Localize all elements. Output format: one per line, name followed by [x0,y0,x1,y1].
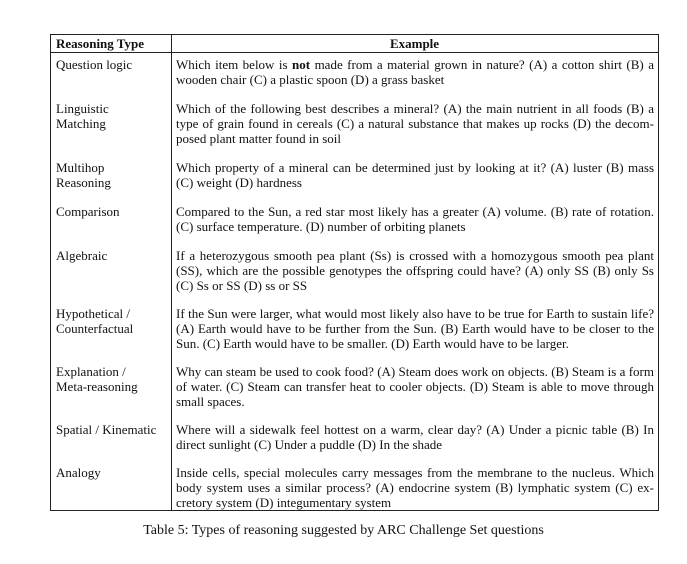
row-type-line1: Algebraic [56,248,108,263]
example-text-pre: If a heterozygous smooth pea plant (Ss) is crossed with a homozygous smooth pea plant (SS), which are the possible genotypes the offspring could have? (A) only SS (B) only Ss (C) Ss or SS (D) ss or SS [176,248,654,293]
example-text-pre: Inside cells, special molecules carry messages from the membrane to the nucleus. Which body system uses a similar process? (A) endocrine system (B) lymphatic system (C) ex-cretory system (D) integumentary system [176,465,654,510]
row-type-hypothetical-counterfactual [56,306,168,336]
example-text-pre: Where will a sidewalk feel hottest on a warm, clear day? (A) Under a picnic table (B) In direct sunlight (C) Under a puddle (D) In the shade [176,422,654,452]
row-type-line1: Explanation / [56,364,126,379]
row-type-line1: Question logic [56,57,133,72]
row-type-comparison [56,204,168,219]
row-type-question-logic [56,57,168,72]
row-type-line1: Multihop [56,160,105,175]
row-type-explanation-meta-reasoning [56,364,168,394]
example-text-pre: Which of the following best describes a mineral? (A) the main nutrient in all foods (B) a type of grain found in cereals (C) a natural substance that makes up rocks (D) the decom-posed plant matter found in soil [176,101,654,146]
row-type-line1: Linguistic [56,101,109,116]
row-type-line1: Analogy [56,465,101,480]
header-reasoning-type: Reasoning Type [56,36,145,51]
row-example-linguistic-matching [176,101,654,146]
header-rule [51,52,658,53]
column-divider [171,35,172,510]
reasoning-types-table [50,34,659,511]
row-type-line2: Reasoning [56,175,111,190]
example-text-bold: not [292,57,311,72]
row-type-analogy [56,465,168,480]
row-example-comparison [176,204,654,234]
example-text-pre: Which property of a mineral can be determined just by looking at it? (A) luster (B) mass (C) weight (D) hardness [176,160,654,190]
example-text-pre: Why can steam be used to cook food? (A) Steam does work on objects. (B) Steam is a form of water. (C) Steam can transfer heat to cooler objects. (D) Steam is able to move through small spaces. [176,364,654,409]
row-example-spatial-kinematic [176,422,654,452]
row-example-explanation-meta-reasoning [176,364,654,409]
row-type-line1: Hypothetical / [56,306,131,321]
example-text-post: made from a material grown in nature? (A) a cotton shirt (B) a wooden chair (C) a plastic spoon (D) a grass basket [176,57,654,87]
row-type-multihop-reasoning [56,160,168,190]
example-text-pre: Compared to the Sun, a red star most likely has a greater (A) volume. (B) rate of rotation. (C) surface temperature. (D) number of orbiting planets [176,204,654,234]
example-text-pre: Which item below is [176,57,293,72]
row-example-analogy [176,465,654,510]
table-caption: Table 5: Types of reasoning suggested by ARC Challenge Set questions [143,523,544,538]
row-example-algebraic [176,248,654,293]
row-type-linguistic-matching [56,101,168,131]
row-type-line2: Meta-reasoning [56,379,138,394]
example-text-pre: If the Sun were larger, what would most likely also have to be true for Earth to sustain life? (A) Earth would have to be further from the Sun. (B) Earth would have to be closer to the Sun. (C) Earth would have to be smaller. (D) Earth would have to be larger. [176,306,654,351]
row-example-hypothetical-counterfactual [176,306,654,351]
row-example-question-logic [176,57,654,87]
row-type-spatial-kinematic [56,422,168,437]
header-example: Example [389,36,440,51]
row-example-multihop-reasoning [176,160,654,190]
row-type-line2: Counterfactual [56,321,134,336]
row-type-line2: Matching [56,116,106,131]
row-type-line1: Comparison [56,204,120,219]
row-type-algebraic [56,248,168,263]
row-type-line1: Spatial / Kinematic [56,422,157,437]
